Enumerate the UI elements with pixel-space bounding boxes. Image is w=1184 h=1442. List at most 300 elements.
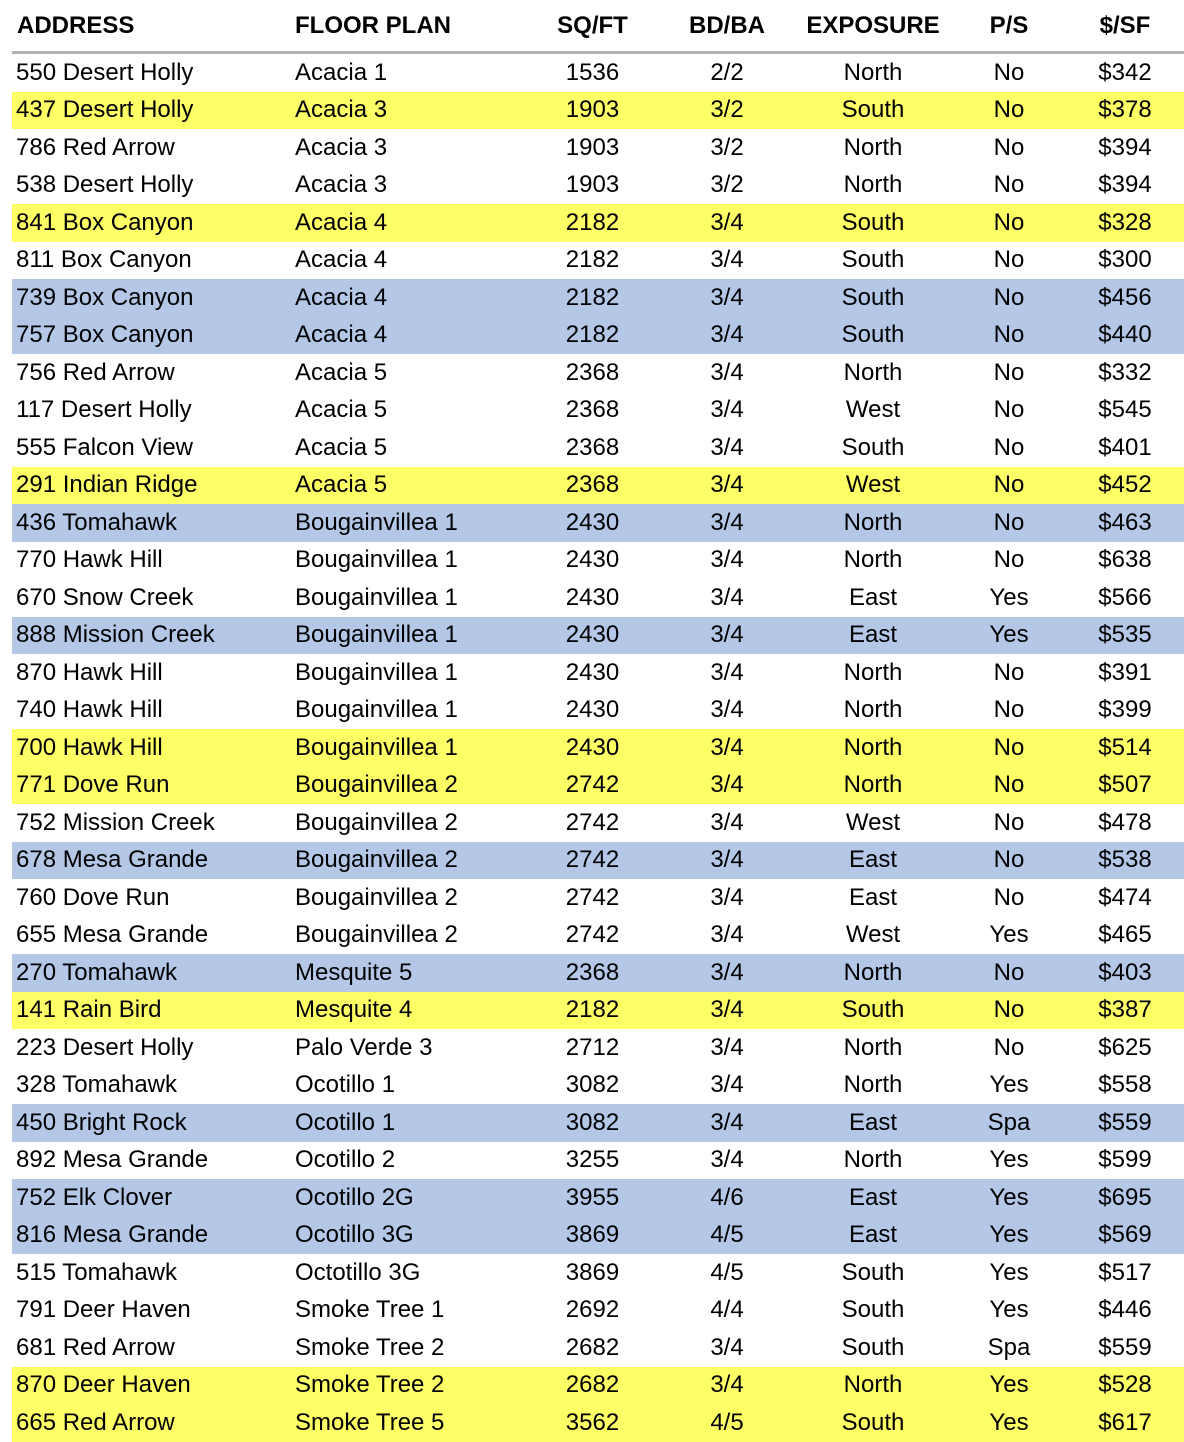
cell-sqft: 2430 bbox=[565, 658, 620, 686]
cell-price-per-sf: $403 bbox=[1098, 958, 1152, 986]
cell-floor-plan: Palo Verde 3 bbox=[295, 1033, 433, 1061]
cell-floor-plan: Ocotillo 3G bbox=[295, 1221, 414, 1249]
cell-exposure: South bbox=[841, 208, 905, 236]
cell-floor-plan: Acacia 5 bbox=[295, 471, 388, 499]
cell-sqft: 2368 bbox=[565, 471, 620, 499]
table-row bbox=[12, 954, 1184, 992]
cell-bdba: 4/5 bbox=[710, 1221, 744, 1249]
cell-exposure: East bbox=[848, 883, 898, 911]
cell-address: 678 Mesa Grande bbox=[16, 846, 209, 874]
cell-floor-plan: Acacia 5 bbox=[295, 396, 388, 424]
cell-exposure: South bbox=[841, 1296, 905, 1324]
cell-ps: Yes bbox=[989, 1183, 1029, 1211]
cell-floor-plan: Bougainvillea 2 bbox=[295, 921, 458, 949]
cell-floor-plan: Bougainvillea 1 bbox=[295, 696, 458, 724]
table-row bbox=[12, 429, 1184, 467]
cell-exposure: North bbox=[843, 58, 903, 86]
cell-address: 870 Hawk Hill bbox=[16, 658, 163, 686]
table-row bbox=[12, 392, 1184, 430]
cell-price-per-sf: $474 bbox=[1098, 883, 1152, 911]
cell-floor-plan: Mesquite 5 bbox=[295, 958, 413, 986]
cell-sqft: 1903 bbox=[565, 171, 620, 199]
cell-floor-plan: Ocotillo 2G bbox=[295, 1183, 414, 1211]
cell-address: 770 Hawk Hill bbox=[16, 546, 163, 574]
cell-price-per-sf: $401 bbox=[1098, 433, 1152, 461]
table-row bbox=[12, 317, 1184, 355]
cell-sqft: 2742 bbox=[565, 808, 620, 836]
cell-bdba: 3/4 bbox=[710, 358, 744, 386]
cell-address: 436 Tomahawk bbox=[16, 508, 177, 536]
cell-floor-plan: Ocotillo 1 bbox=[295, 1071, 396, 1099]
cell-price-per-sf: $535 bbox=[1098, 621, 1152, 649]
cell-price-per-sf: $387 bbox=[1098, 996, 1152, 1024]
cell-floor-plan: Smoke Tree 1 bbox=[295, 1296, 445, 1324]
cell-price-per-sf: $465 bbox=[1098, 921, 1152, 949]
cell-bdba: 3/4 bbox=[710, 1071, 744, 1099]
cell-bdba: 3/4 bbox=[710, 1146, 744, 1174]
cell-exposure: East bbox=[848, 621, 898, 649]
cell-price-per-sf: $300 bbox=[1098, 246, 1152, 274]
table-row bbox=[12, 242, 1184, 280]
cell-ps: Yes bbox=[989, 921, 1029, 949]
cell-bdba: 3/4 bbox=[710, 958, 744, 986]
cell-floor-plan: Acacia 4 bbox=[295, 246, 388, 274]
cell-bdba: 2/2 bbox=[710, 58, 744, 86]
cell-sqft: 3955 bbox=[565, 1183, 620, 1211]
cell-floor-plan: Acacia 5 bbox=[295, 358, 388, 386]
header-exposure: EXPOSURE bbox=[806, 11, 940, 39]
cell-price-per-sf: $446 bbox=[1098, 1296, 1152, 1324]
cell-ps: No bbox=[993, 696, 1025, 724]
cell-ps: Yes bbox=[989, 621, 1029, 649]
header-floor-plan: FLOOR PLAN bbox=[295, 11, 451, 39]
cell-bdba: 3/4 bbox=[710, 208, 744, 236]
cell-address: 739 Box Canyon bbox=[16, 283, 194, 311]
cell-ps: No bbox=[993, 283, 1025, 311]
cell-floor-plan: Ocotillo 2 bbox=[295, 1146, 396, 1174]
table-row bbox=[12, 92, 1184, 130]
cell-address: 752 Mission Creek bbox=[16, 808, 215, 836]
cell-address: 892 Mesa Grande bbox=[16, 1146, 209, 1174]
cell-exposure: South bbox=[841, 1258, 905, 1286]
cell-exposure: North bbox=[843, 171, 903, 199]
table-body bbox=[12, 54, 1184, 1442]
cell-address: 270 Tomahawk bbox=[16, 958, 177, 986]
cell-exposure: South bbox=[841, 246, 905, 274]
cell-address: 681 Red Arrow bbox=[16, 1333, 175, 1361]
cell-price-per-sf: $569 bbox=[1098, 1221, 1152, 1249]
cell-floor-plan: Bougainvillea 2 bbox=[295, 808, 458, 836]
table-row bbox=[12, 804, 1184, 842]
cell-sqft: 1903 bbox=[565, 133, 620, 161]
cell-exposure: North bbox=[843, 1071, 903, 1099]
cell-floor-plan: Mesquite 4 bbox=[295, 996, 413, 1024]
cell-price-per-sf: $378 bbox=[1098, 96, 1152, 124]
cell-bdba: 3/4 bbox=[710, 508, 744, 536]
cell-exposure: South bbox=[841, 283, 905, 311]
cell-exposure: West bbox=[845, 808, 901, 836]
cell-ps: No bbox=[993, 958, 1025, 986]
cell-price-per-sf: $638 bbox=[1098, 546, 1152, 574]
cell-address: 786 Red Arrow bbox=[16, 133, 175, 161]
cell-bdba: 3/4 bbox=[710, 546, 744, 574]
cell-floor-plan: Smoke Tree 2 bbox=[295, 1333, 445, 1361]
cell-address: 700 Hawk Hill bbox=[16, 733, 163, 761]
cell-bdba: 3/4 bbox=[710, 1108, 744, 1136]
cell-floor-plan: Bougainvillea 1 bbox=[295, 546, 458, 574]
cell-address: 740 Hawk Hill bbox=[16, 696, 163, 724]
cell-floor-plan: Acacia 3 bbox=[295, 96, 388, 124]
cell-bdba: 4/5 bbox=[710, 1408, 744, 1436]
table-row bbox=[12, 617, 1184, 655]
cell-exposure: North bbox=[843, 133, 903, 161]
listings-table bbox=[12, 0, 1184, 1442]
cell-sqft: 2682 bbox=[565, 1333, 620, 1361]
cell-floor-plan: Acacia 5 bbox=[295, 433, 388, 461]
header-sqft: SQ/FT bbox=[557, 11, 628, 39]
cell-price-per-sf: $452 bbox=[1098, 471, 1152, 499]
cell-sqft: 3869 bbox=[565, 1221, 620, 1249]
cell-sqft: 1903 bbox=[565, 96, 620, 124]
cell-price-per-sf: $545 bbox=[1098, 396, 1152, 424]
cell-ps: No bbox=[993, 883, 1025, 911]
cell-bdba: 3/4 bbox=[710, 808, 744, 836]
table-row bbox=[12, 1329, 1184, 1367]
cell-price-per-sf: $566 bbox=[1098, 583, 1152, 611]
table-row bbox=[12, 1104, 1184, 1142]
cell-ps: No bbox=[993, 508, 1025, 536]
cell-address: 555 Falcon View bbox=[16, 433, 193, 461]
cell-exposure: West bbox=[845, 396, 901, 424]
cell-ps: Yes bbox=[989, 1408, 1029, 1436]
cell-sqft: 2430 bbox=[565, 621, 620, 649]
cell-ps: No bbox=[993, 733, 1025, 761]
table-row bbox=[12, 54, 1184, 92]
cell-sqft: 2430 bbox=[565, 733, 620, 761]
cell-bdba: 3/4 bbox=[710, 396, 744, 424]
cell-address: 117 Desert Holly bbox=[16, 396, 192, 424]
cell-bdba: 3/4 bbox=[710, 658, 744, 686]
cell-ps: No bbox=[993, 546, 1025, 574]
cell-bdba: 3/4 bbox=[710, 1033, 744, 1061]
cell-exposure: North bbox=[843, 1371, 903, 1399]
table-row bbox=[12, 692, 1184, 730]
cell-sqft: 2742 bbox=[565, 846, 620, 874]
cell-exposure: North bbox=[843, 1146, 903, 1174]
cell-bdba: 3/4 bbox=[710, 283, 744, 311]
cell-price-per-sf: $391 bbox=[1098, 658, 1152, 686]
table-row bbox=[12, 1142, 1184, 1180]
cell-ps: Yes bbox=[989, 1371, 1029, 1399]
cell-ps: No bbox=[993, 846, 1025, 874]
cell-price-per-sf: $528 bbox=[1098, 1371, 1152, 1399]
cell-bdba: 3/4 bbox=[710, 1371, 744, 1399]
cell-exposure: North bbox=[843, 733, 903, 761]
cell-ps: No bbox=[993, 246, 1025, 274]
cell-exposure: North bbox=[843, 358, 903, 386]
cell-address: 888 Mission Creek bbox=[16, 621, 215, 649]
cell-sqft: 2430 bbox=[565, 583, 620, 611]
cell-address: 756 Red Arrow bbox=[16, 358, 175, 386]
cell-bdba: 3/4 bbox=[710, 471, 744, 499]
header-ps: P/S bbox=[989, 11, 1029, 39]
cell-floor-plan: Bougainvillea 1 bbox=[295, 733, 458, 761]
table-row bbox=[12, 1067, 1184, 1105]
cell-sqft: 2182 bbox=[565, 996, 620, 1024]
cell-address: 655 Mesa Grande bbox=[16, 921, 209, 949]
cell-exposure: South bbox=[841, 96, 905, 124]
table-row bbox=[12, 917, 1184, 955]
cell-floor-plan: Bougainvillea 1 bbox=[295, 508, 458, 536]
cell-address: 760 Dove Run bbox=[16, 883, 170, 911]
cell-ps: No bbox=[993, 133, 1025, 161]
cell-floor-plan: Smoke Tree 2 bbox=[295, 1371, 445, 1399]
cell-bdba: 3/4 bbox=[710, 883, 744, 911]
cell-sqft: 3869 bbox=[565, 1258, 620, 1286]
table-row bbox=[12, 354, 1184, 392]
cell-address: 791 Deer Haven bbox=[16, 1296, 191, 1324]
cell-ps: No bbox=[993, 996, 1025, 1024]
cell-floor-plan: Ocotillo 1 bbox=[295, 1108, 396, 1136]
cell-ps: No bbox=[993, 1033, 1025, 1061]
cell-bdba: 4/5 bbox=[710, 1258, 744, 1286]
cell-ps: Spa bbox=[987, 1108, 1031, 1136]
cell-sqft: 2430 bbox=[565, 546, 620, 574]
cell-sqft: 2182 bbox=[565, 283, 620, 311]
cell-address: 291 Indian Ridge bbox=[16, 471, 198, 499]
table-row bbox=[12, 842, 1184, 880]
table-row bbox=[12, 1217, 1184, 1255]
cell-floor-plan: Acacia 3 bbox=[295, 171, 388, 199]
cell-bdba: 3/2 bbox=[710, 96, 744, 124]
cell-sqft: 2682 bbox=[565, 1371, 620, 1399]
table-row bbox=[12, 767, 1184, 805]
cell-exposure: East bbox=[848, 1108, 898, 1136]
cell-price-per-sf: $517 bbox=[1098, 1258, 1152, 1286]
cell-bdba: 3/4 bbox=[710, 1333, 744, 1361]
cell-exposure: South bbox=[841, 996, 905, 1024]
cell-price-per-sf: $394 bbox=[1098, 133, 1152, 161]
cell-ps: Yes bbox=[989, 583, 1029, 611]
cell-floor-plan: Acacia 3 bbox=[295, 133, 388, 161]
cell-ps: No bbox=[993, 658, 1025, 686]
cell-price-per-sf: $507 bbox=[1098, 771, 1152, 799]
cell-address: 870 Deer Haven bbox=[16, 1371, 191, 1399]
cell-address: 757 Box Canyon bbox=[16, 321, 194, 349]
cell-price-per-sf: $617 bbox=[1098, 1408, 1152, 1436]
table-header bbox=[12, 0, 1184, 54]
cell-price-per-sf: $538 bbox=[1098, 846, 1152, 874]
cell-sqft: 3562 bbox=[565, 1408, 620, 1436]
cell-exposure: South bbox=[841, 1408, 905, 1436]
cell-exposure: East bbox=[848, 583, 898, 611]
cell-sqft: 2430 bbox=[565, 696, 620, 724]
table-row bbox=[12, 654, 1184, 692]
cell-exposure: North bbox=[843, 696, 903, 724]
cell-floor-plan: Acacia 4 bbox=[295, 321, 388, 349]
cell-exposure: East bbox=[848, 1221, 898, 1249]
cell-sqft: 2430 bbox=[565, 508, 620, 536]
cell-sqft: 2182 bbox=[565, 208, 620, 236]
cell-price-per-sf: $328 bbox=[1098, 208, 1152, 236]
cell-exposure: South bbox=[841, 321, 905, 349]
cell-sqft: 3082 bbox=[565, 1071, 620, 1099]
cell-address: 450 Bright Rock bbox=[16, 1108, 187, 1136]
cell-ps: No bbox=[993, 96, 1025, 124]
cell-ps: No bbox=[993, 433, 1025, 461]
cell-sqft: 2742 bbox=[565, 921, 620, 949]
cell-bdba: 3/2 bbox=[710, 171, 744, 199]
cell-address: 328 Tomahawk bbox=[16, 1071, 177, 1099]
cell-price-per-sf: $463 bbox=[1098, 508, 1152, 536]
table-row bbox=[12, 279, 1184, 317]
table-row bbox=[12, 879, 1184, 917]
cell-address: 665 Red Arrow bbox=[16, 1408, 175, 1436]
cell-ps: Yes bbox=[989, 1296, 1029, 1324]
cell-bdba: 3/4 bbox=[710, 621, 744, 649]
cell-bdba: 3/4 bbox=[710, 433, 744, 461]
cell-floor-plan: Bougainvillea 2 bbox=[295, 883, 458, 911]
cell-price-per-sf: $559 bbox=[1098, 1108, 1152, 1136]
table-row bbox=[12, 1292, 1184, 1330]
cell-sqft: 3255 bbox=[565, 1146, 620, 1174]
cell-exposure: South bbox=[841, 1333, 905, 1361]
cell-floor-plan: Bougainvillea 1 bbox=[295, 583, 458, 611]
table-row bbox=[12, 204, 1184, 242]
cell-exposure: North bbox=[843, 1033, 903, 1061]
cell-ps: No bbox=[993, 771, 1025, 799]
cell-bdba: 3/4 bbox=[710, 996, 744, 1024]
cell-floor-plan: Octotillo 3G bbox=[295, 1258, 421, 1286]
cell-ps: No bbox=[993, 358, 1025, 386]
cell-floor-plan: Bougainvillea 1 bbox=[295, 658, 458, 686]
cell-ps: No bbox=[993, 321, 1025, 349]
cell-bdba: 3/4 bbox=[710, 771, 744, 799]
cell-exposure: West bbox=[845, 921, 901, 949]
table-row bbox=[12, 729, 1184, 767]
cell-sqft: 1536 bbox=[565, 58, 620, 86]
cell-exposure: North bbox=[843, 658, 903, 686]
cell-price-per-sf: $625 bbox=[1098, 1033, 1152, 1061]
cell-ps: No bbox=[993, 171, 1025, 199]
cell-address: 670 Snow Creek bbox=[16, 583, 194, 611]
cell-bdba: 3/4 bbox=[710, 583, 744, 611]
cell-price-per-sf: $332 bbox=[1098, 358, 1152, 386]
cell-sqft: 2368 bbox=[565, 358, 620, 386]
cell-address: 752 Elk Clover bbox=[16, 1183, 173, 1211]
cell-exposure: West bbox=[845, 471, 901, 499]
table-row bbox=[12, 992, 1184, 1030]
cell-sqft: 2742 bbox=[565, 883, 620, 911]
table-row bbox=[12, 1254, 1184, 1292]
cell-price-per-sf: $558 bbox=[1098, 1071, 1152, 1099]
cell-bdba: 3/2 bbox=[710, 133, 744, 161]
cell-ps: Yes bbox=[989, 1221, 1029, 1249]
cell-exposure: North bbox=[843, 508, 903, 536]
cell-ps: Spa bbox=[987, 1333, 1031, 1361]
cell-sqft: 2182 bbox=[565, 246, 620, 274]
cell-bdba: 3/4 bbox=[710, 696, 744, 724]
cell-address: 816 Mesa Grande bbox=[16, 1221, 209, 1249]
cell-exposure: East bbox=[848, 846, 898, 874]
table-row bbox=[12, 467, 1184, 505]
cell-exposure: East bbox=[848, 1183, 898, 1211]
cell-sqft: 2692 bbox=[565, 1296, 620, 1324]
cell-ps: No bbox=[993, 808, 1025, 836]
cell-floor-plan: Acacia 4 bbox=[295, 208, 388, 236]
cell-price-per-sf: $440 bbox=[1098, 321, 1152, 349]
cell-exposure: North bbox=[843, 546, 903, 574]
cell-sqft: 2182 bbox=[565, 321, 620, 349]
table-row bbox=[12, 1179, 1184, 1217]
cell-bdba: 4/4 bbox=[710, 1296, 744, 1324]
cell-floor-plan: Acacia 1 bbox=[295, 58, 388, 86]
cell-ps: No bbox=[993, 471, 1025, 499]
cell-price-per-sf: $456 bbox=[1098, 283, 1152, 311]
cell-exposure: North bbox=[843, 771, 903, 799]
table-row bbox=[12, 1029, 1184, 1067]
table-row bbox=[12, 579, 1184, 617]
header-price-per-sf: $/SF bbox=[1099, 11, 1151, 39]
cell-sqft: 2368 bbox=[565, 433, 620, 461]
cell-bdba: 3/4 bbox=[710, 733, 744, 761]
header-bdba: BD/BA bbox=[689, 11, 765, 39]
cell-address: 223 Desert Holly bbox=[16, 1033, 194, 1061]
cell-bdba: 3/4 bbox=[710, 921, 744, 949]
table-row bbox=[12, 129, 1184, 167]
cell-address: 515 Tomahawk bbox=[16, 1258, 177, 1286]
table-row bbox=[12, 504, 1184, 542]
cell-price-per-sf: $559 bbox=[1098, 1333, 1152, 1361]
cell-price-per-sf: $514 bbox=[1098, 733, 1152, 761]
cell-floor-plan: Acacia 4 bbox=[295, 283, 388, 311]
cell-bdba: 3/4 bbox=[710, 246, 744, 274]
cell-floor-plan: Bougainvillea 2 bbox=[295, 846, 458, 874]
cell-bdba: 3/4 bbox=[710, 321, 744, 349]
cell-floor-plan: Bougainvillea 2 bbox=[295, 771, 458, 799]
cell-ps: Yes bbox=[989, 1071, 1029, 1099]
cell-floor-plan: Bougainvillea 1 bbox=[295, 621, 458, 649]
cell-price-per-sf: $695 bbox=[1098, 1183, 1152, 1211]
cell-floor-plan: Smoke Tree 5 bbox=[295, 1408, 445, 1436]
cell-address: 811 Box Canyon bbox=[16, 246, 192, 274]
cell-ps: No bbox=[993, 208, 1025, 236]
cell-price-per-sf: $599 bbox=[1098, 1146, 1152, 1174]
cell-ps: Yes bbox=[989, 1258, 1029, 1286]
table-row bbox=[12, 1367, 1184, 1405]
cell-bdba: 3/4 bbox=[710, 846, 744, 874]
cell-sqft: 2712 bbox=[565, 1033, 620, 1061]
cell-address: 538 Desert Holly bbox=[16, 171, 194, 199]
header-address: ADDRESS bbox=[17, 11, 135, 39]
cell-address: 141 Rain Bird bbox=[16, 996, 162, 1024]
cell-exposure: North bbox=[843, 958, 903, 986]
cell-bdba: 4/6 bbox=[710, 1183, 744, 1211]
cell-ps: No bbox=[993, 396, 1025, 424]
cell-exposure: South bbox=[841, 433, 905, 461]
cell-price-per-sf: $394 bbox=[1098, 171, 1152, 199]
cell-ps: Yes bbox=[989, 1146, 1029, 1174]
cell-sqft: 3082 bbox=[565, 1108, 620, 1136]
cell-ps: No bbox=[993, 58, 1025, 86]
cell-price-per-sf: $399 bbox=[1098, 696, 1152, 724]
cell-sqft: 2368 bbox=[565, 396, 620, 424]
cell-address: 550 Desert Holly bbox=[16, 58, 194, 86]
table-row bbox=[12, 1404, 1184, 1442]
table-row bbox=[12, 167, 1184, 205]
cell-price-per-sf: $478 bbox=[1098, 808, 1152, 836]
cell-address: 841 Box Canyon bbox=[16, 208, 194, 236]
